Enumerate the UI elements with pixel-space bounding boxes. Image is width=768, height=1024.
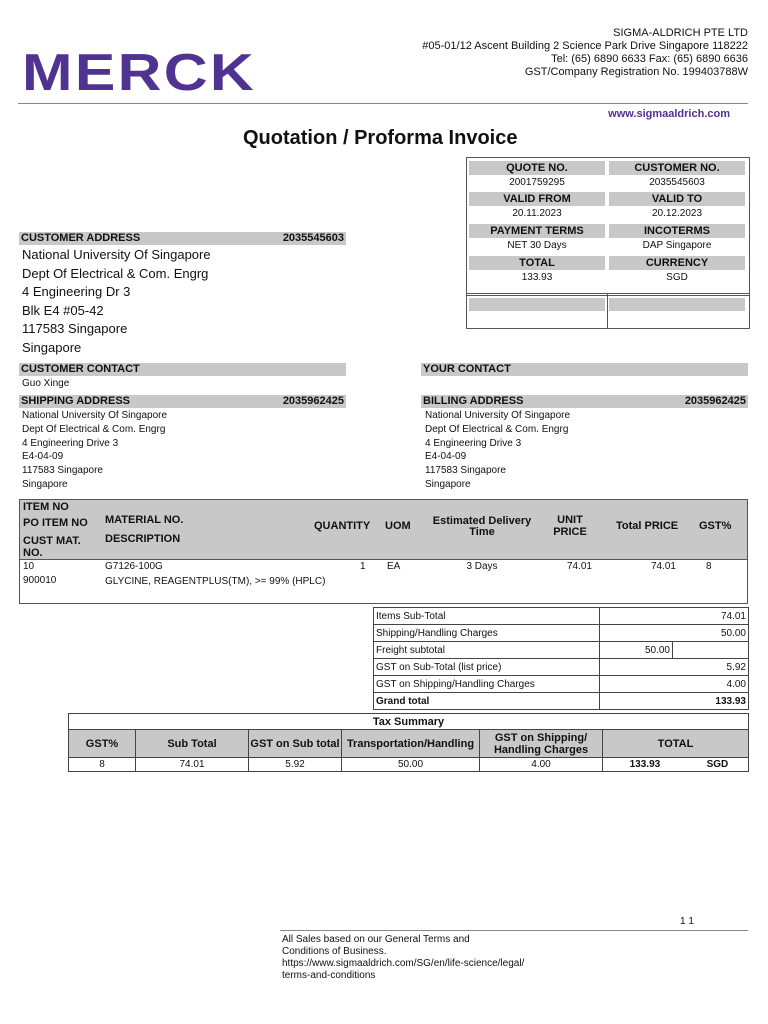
totals-row	[374, 642, 749, 659]
page-title: Quotation / Proforma Invoice	[243, 127, 518, 149]
valid-to-label: VALID TO	[609, 192, 745, 206]
quote-no-label: QUOTE NO.	[469, 161, 605, 175]
customer-contact-name: Guo Xinge	[22, 378, 70, 389]
customer-no-value: 2035545603	[649, 177, 705, 188]
incoterms-cell	[609, 224, 745, 253]
address-line: 117583 Singapore	[22, 465, 103, 477]
company-address: #05-01/12 Ascent Building 2 Science Park Drive Singapore 118222	[422, 40, 748, 52]
valid-to-cell	[609, 192, 745, 221]
tax-col-gst: GST%	[69, 730, 136, 758]
tax-col-sub-total: Sub Total	[136, 730, 249, 758]
address-line: National University Of Singapore	[22, 410, 168, 421]
address-line: 4 Engineering Drive 3	[22, 437, 119, 449]
totals-row	[374, 608, 749, 625]
grand-total-value: 133.93	[600, 693, 749, 710]
address-line: National University Of Singapore	[22, 247, 211, 262]
address-line: Singapore	[425, 478, 471, 490]
totals-row	[374, 693, 749, 710]
currency-label: CURRENCY	[609, 256, 745, 270]
billing-address-number: 2035962425	[684, 395, 746, 407]
shipping-address-label: SHIPPING ADDRESS	[21, 395, 131, 407]
address-line: 117583 Singapore	[22, 321, 128, 337]
col-unit-price-2: PRICE	[553, 526, 587, 538]
customer-address-header	[19, 232, 346, 245]
logo-text: MERCK	[22, 52, 256, 94]
address-line: E4-04-09	[22, 451, 64, 463]
address-line: 117583 Singapore	[425, 465, 506, 477]
tax-summary-title: Tax Summary	[69, 714, 749, 730]
terms-line: All Sales based on our General Terms and	[282, 934, 470, 945]
valid-from-label: VALID FROM	[469, 192, 605, 206]
tax-data-row	[69, 758, 749, 772]
col-unit-price: UNIT	[557, 514, 583, 526]
gst-ship-label: GST on Shipping/Handling Charges	[374, 676, 600, 693]
col-material-no: MATERIAL NO.	[105, 514, 184, 526]
tax-sub-total: 74.01	[136, 758, 249, 772]
customer-contact-label: CUSTOMER CONTACT	[21, 363, 140, 375]
address-line: E4-04-09	[425, 451, 467, 463]
payment-terms-value: NET 30 Days	[507, 240, 567, 251]
col-cust-mat-no: NO.	[23, 547, 43, 559]
company-gst: GST/Company Registration No. 199403788W	[524, 66, 748, 78]
freight-value: 50.00	[600, 642, 673, 659]
header-divider	[18, 103, 748, 104]
your-contact-label: YOUR CONTACT	[423, 363, 511, 375]
company-name: SIGMA-ALDRICH PTE LTD	[613, 27, 748, 39]
incoterms-label: INCOTERMS	[609, 224, 745, 238]
your-contact-header	[421, 363, 748, 376]
payment-terms-cell	[469, 224, 605, 253]
terms-link[interactable]: terms-and-conditions	[282, 970, 376, 981]
tax-currency: SGD	[687, 758, 749, 772]
billing-address	[425, 409, 570, 492]
tax-col-gst-sub: GST on Sub total	[249, 730, 342, 758]
tax-summary-table	[68, 713, 749, 772]
terms-link[interactable]: https://www.sigmaaldrich.com/SG/en/life-science/legal/	[282, 958, 525, 969]
tax-header-row	[69, 730, 749, 758]
currency-cell	[609, 256, 745, 285]
terms-line: Conditions of Business.	[282, 946, 387, 957]
tax-total: 133.93	[603, 758, 687, 772]
quote-info-box	[466, 157, 750, 296]
totals-row	[374, 625, 749, 642]
unit-price: 74.01	[566, 561, 592, 572]
payment-terms-label: PAYMENT TERMS	[469, 224, 605, 238]
gst-ship-value: 4.00	[600, 676, 749, 693]
subtotal-value: 74.01	[600, 608, 749, 625]
shipping-value: 50.00	[600, 625, 749, 642]
footer-terms	[282, 934, 524, 982]
col-description: DESCRIPTION	[105, 533, 181, 545]
shipping-label: Shipping/Handling Charges	[374, 625, 600, 642]
tax-col-transport: Transportation/Handling	[342, 730, 480, 758]
grand-total-label: Grand total	[374, 693, 600, 710]
col-delivery: Estimated Delivery	[432, 515, 532, 527]
customer-address-label: CUSTOMER ADDRESS	[21, 232, 141, 244]
uom: EA	[387, 561, 401, 572]
delivery-time: 3 Days	[466, 561, 498, 572]
tax-gst-ship: 4.00	[480, 758, 603, 772]
quote-no-cell	[469, 161, 605, 190]
address-line: Singapore	[22, 478, 68, 490]
tax-col-gst-ship	[480, 730, 603, 758]
address-line: Blk E4 #05-42	[22, 302, 104, 318]
merck-logo	[22, 52, 258, 94]
customer-contact-header	[19, 363, 346, 376]
col-total-price: Total PRICE	[616, 520, 679, 532]
quantity: 1	[360, 561, 366, 572]
item-no: 10	[23, 561, 35, 572]
totals-table	[373, 607, 749, 710]
total-price: 74.01	[650, 561, 676, 572]
gst-sub-label: GST on Sub-Total (list price)	[374, 659, 600, 676]
freight-empty	[673, 642, 749, 659]
company-block	[422, 27, 748, 79]
address-line: Dept Of Electrical & Com. Engrg	[22, 265, 209, 281]
col-delivery-2: Time	[469, 526, 495, 538]
page-number: 1 1	[680, 916, 694, 927]
customer-no-cell	[609, 161, 745, 190]
tax-gst: 8	[69, 758, 136, 772]
gst-percent: 8	[706, 561, 712, 572]
address-line: Dept Of Electrical & Com. Engrg	[22, 423, 166, 435]
col-po-item-no: PO ITEM NO	[23, 517, 88, 529]
billing-address-header	[421, 395, 748, 408]
po-item-no: 900010	[23, 575, 57, 586]
shipping-address-header	[19, 395, 346, 408]
totals-row	[374, 659, 749, 676]
incoterms-value: DAP Singapore	[642, 240, 712, 251]
shipping-address	[22, 409, 167, 492]
items-table-header	[19, 499, 748, 560]
address-line: Singapore	[22, 339, 82, 355]
col-uom: UOM	[385, 520, 411, 532]
tax-col-gst-ship-2: Handling Charges	[493, 743, 589, 756]
total-value: 133.93	[521, 272, 553, 283]
col-quantity: QUANTITY	[314, 520, 371, 532]
freight-label: Freight subtotal	[374, 642, 600, 659]
extra-cell-left	[469, 298, 605, 311]
col-cust-mat: CUST MAT.	[23, 535, 81, 547]
extra-cell-right	[609, 298, 745, 311]
tax-transport: 50.00	[342, 758, 480, 772]
subtotal-label: Items Sub-Total	[374, 608, 600, 625]
customer-no-label: CUSTOMER NO.	[609, 161, 745, 175]
customer-address-number: 2035545603	[282, 232, 344, 244]
total-cell	[469, 256, 605, 285]
website-link[interactable]: www.sigmaaldrich.com	[608, 108, 730, 120]
company-tel: Tel: (65) 6890 6633 Fax: (65) 6890 6636	[551, 53, 748, 65]
address-line: National University Of Singapore	[425, 410, 571, 421]
description: GLYCINE, REAGENTPLUS(TM), >= 99% (HPLC)	[105, 576, 326, 587]
quote-no-value: 2001759295	[509, 177, 565, 188]
quote-extra-box	[466, 293, 750, 329]
valid-to-value: 20.12.2023	[651, 208, 703, 219]
col-gst: GST%	[699, 520, 732, 532]
tax-gst-sub: 5.92	[249, 758, 342, 772]
material-no: G7126-100G	[105, 561, 163, 572]
valid-from-value: 20.11.2023	[512, 208, 562, 219]
total-label: TOTAL	[469, 256, 605, 270]
footer-divider	[280, 930, 748, 931]
extra-divider	[607, 294, 608, 328]
gst-sub-value: 5.92	[600, 659, 749, 676]
totals-row	[374, 676, 749, 693]
address-line: Dept Of Electrical & Com. Engrg	[425, 423, 569, 435]
col-item-no: ITEM NO	[23, 501, 69, 513]
valid-from-cell	[469, 192, 605, 221]
tax-title-row	[69, 714, 749, 730]
shipping-address-number: 2035962425	[282, 395, 344, 407]
address-line: 4 Engineering Drive 3	[425, 437, 522, 449]
tax-col-total: TOTAL	[603, 730, 749, 758]
items-table-row	[19, 560, 748, 604]
customer-address	[22, 246, 211, 358]
currency-value: SGD	[666, 272, 688, 283]
billing-address-label: BILLING ADDRESS	[423, 395, 524, 407]
tax-col-gst-ship-1: GST on Shipping/	[494, 731, 588, 744]
address-line: 4 Engineering Dr 3	[22, 284, 131, 300]
